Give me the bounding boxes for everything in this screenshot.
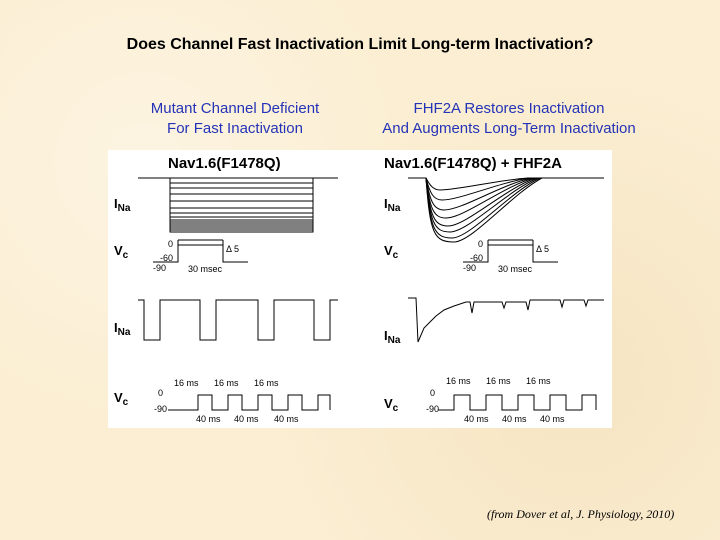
left-current-family: [138, 178, 338, 232]
right-panel-title: Nav1.6(F1478Q) + FHF2A: [384, 155, 562, 172]
left-step-v60: -60: [160, 253, 174, 263]
left-train-interval-3: 40 ms: [274, 414, 299, 424]
left-train-current: [138, 300, 338, 340]
right-ina-label-bottom: $I_{Na}$: [384, 328, 401, 346]
right-train-interval-3: 40 ms: [540, 414, 565, 424]
right-train-pulse-1: 16 ms: [446, 376, 471, 386]
citation: (from Dover et al, J. Physiology, 2010): [487, 507, 675, 521]
right-heading-line-1: FHF2A Restores Inactivation: [413, 100, 605, 117]
figure-svg: [108, 150, 612, 428]
left-train-pulse-1: 16 ms: [174, 378, 199, 388]
left-train-interval-2: 40 ms: [234, 414, 259, 424]
left-heading: [120, 99, 350, 139]
electrophysiology-figure: [108, 150, 612, 428]
left-vc-label-top: [114, 243, 129, 261]
right-train-pulse-3: 16 ms: [526, 376, 551, 386]
right-train-interval-2: 40 ms: [502, 414, 527, 424]
ina-subscript: Na: [117, 203, 131, 214]
left-train-v0: 0: [158, 388, 164, 398]
right-train-current: [408, 298, 604, 342]
right-current-family: [408, 178, 604, 242]
slide-title: Does Channel Fast Inactivation Limit Long-term Inactivation?: [126, 36, 594, 53]
left-ina-label-bottom: $I_{Na}$: [114, 320, 131, 338]
left-step-duration: 30 msec: [188, 264, 223, 274]
right-train-interval-1: 40 ms: [464, 414, 489, 424]
right-train-voltage: [438, 395, 596, 410]
vc-subscript: c: [122, 250, 129, 261]
right-step-v0: 0: [478, 239, 484, 249]
left-train-voltage: [168, 395, 330, 410]
right-vc-label-top: $V_c$: [384, 243, 399, 261]
right-train-v0: 0: [430, 388, 436, 398]
vc-letter: V: [114, 243, 123, 258]
left-train-pulse-3: 16 ms: [254, 378, 279, 388]
right-heading-line-2: And Augments Long-Term Inactivation: [382, 120, 636, 137]
left-ina-label-top: [114, 196, 131, 214]
left-panel-title: Nav1.6(F1478Q): [168, 155, 281, 172]
right-step-v90: -90: [463, 263, 477, 273]
right-heading: [350, 99, 668, 139]
left-heading-line-1: Mutant Channel Deficient: [150, 100, 320, 117]
left-train-pulse-2: 16 ms: [214, 378, 239, 388]
left-heading-line-2: For Fast Inactivation: [167, 120, 303, 137]
left-step-v0: 0: [168, 239, 174, 249]
ina-letter: I: [114, 196, 118, 211]
right-train-v90: -90: [426, 404, 440, 414]
right-step-duration: 30 msec: [498, 264, 533, 274]
left-train-v90: -90: [154, 404, 168, 414]
left-step-v90: -90: [153, 263, 167, 273]
left-train-interval-1: 40 ms: [196, 414, 221, 424]
right-vc-label-bottom: $V_c$: [384, 396, 399, 414]
right-step-v60: -60: [470, 253, 484, 263]
right-ina-label-top: $I_{Na}$: [384, 196, 401, 214]
right-step-delta: Δ 5: [536, 244, 550, 254]
right-train-pulse-2: 16 ms: [486, 376, 511, 386]
left-step-delta: Δ 5: [226, 244, 240, 254]
left-vc-label-bottom: $V_c$: [114, 390, 129, 408]
